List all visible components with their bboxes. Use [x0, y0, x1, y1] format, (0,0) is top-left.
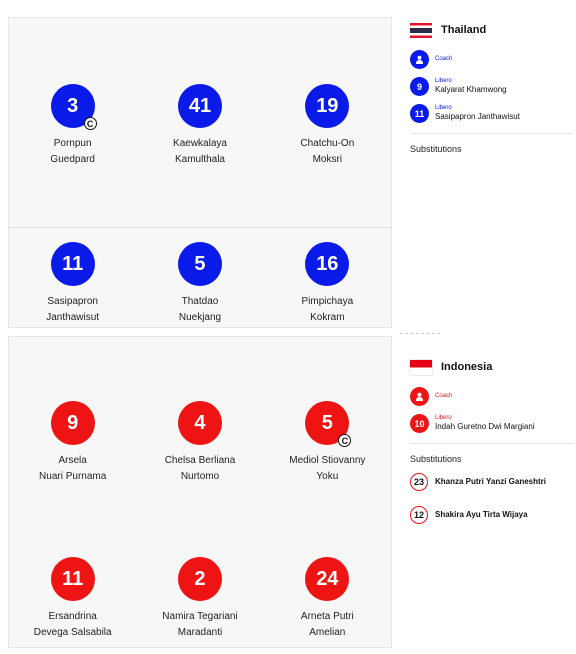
substitution-entry[interactable]	[410, 473, 574, 491]
court-row-back	[9, 557, 391, 641]
player-number-circle: 5 C	[305, 401, 349, 445]
player-card[interactable]	[264, 557, 391, 641]
person-icon	[410, 50, 429, 69]
player-card[interactable]	[136, 401, 263, 485]
player-card[interactable]	[9, 84, 136, 168]
panel-divider	[410, 133, 574, 134]
team-header	[410, 357, 574, 377]
player-card[interactable]	[264, 84, 391, 168]
player-name: Arneta Putri Amelian	[300, 611, 354, 638]
player-name: Namira Tegariani Maradanti	[162, 611, 238, 638]
libero-name: Kalyarat Khamwong	[435, 85, 507, 94]
libero-number: 11	[410, 104, 429, 123]
player-name: Mediol Stiovanny Yoku	[289, 455, 366, 482]
player-number-circle: 11	[51, 242, 95, 286]
sub-number: 23	[410, 473, 428, 491]
indonesia-flag-icon	[410, 360, 432, 375]
team-panel-indonesia	[410, 357, 574, 524]
libero-label: Libero	[435, 415, 452, 421]
player-card[interactable]	[264, 242, 391, 326]
player-number-circle: 41	[178, 84, 222, 128]
player-card[interactable]	[9, 557, 136, 641]
player-number-circle: 2	[178, 557, 222, 601]
player-number-circle: 9	[51, 401, 95, 445]
libero-entry[interactable]	[410, 77, 574, 96]
team-header	[410, 20, 574, 40]
player-card[interactable]	[264, 401, 391, 485]
coach-label: Coach	[435, 56, 453, 62]
thailand-flag-icon	[410, 23, 432, 38]
sub-name: Khanza Putri Yanzi Ganeshtri	[435, 477, 546, 486]
captain-badge: C	[338, 434, 351, 447]
player-number-circle: 11	[51, 557, 95, 601]
court-thailand	[8, 17, 392, 328]
libero-name: Sasipapron Janthawisut	[435, 112, 520, 121]
coach-entry[interactable]	[410, 387, 574, 406]
person-icon	[410, 387, 429, 406]
court-indonesia	[8, 336, 392, 648]
substitution-entry[interactable]	[410, 506, 574, 524]
libero-label: Libero	[435, 78, 452, 84]
libero-number: 10	[410, 414, 429, 433]
court-row-front	[9, 84, 391, 168]
player-number-circle: 5	[178, 242, 222, 286]
sub-name: Shakira Ayu Tirta Wijaya	[435, 510, 528, 519]
player-name: Pornpun Guedpard	[50, 138, 95, 165]
coach-label: Coach	[435, 393, 453, 399]
player-card[interactable]	[136, 557, 263, 641]
player-card[interactable]	[9, 401, 136, 485]
net-divider	[400, 333, 440, 335]
libero-entry[interactable]	[410, 104, 574, 123]
player-number-circle: 16	[305, 242, 349, 286]
player-name: Chelsa Berliana Nurtomo	[164, 455, 236, 482]
player-name: Kaewkalaya Kamulthala	[173, 138, 227, 165]
team-name: Thailand	[441, 24, 487, 36]
libero-label: Libero	[435, 105, 452, 111]
captain-badge: C	[84, 117, 97, 130]
player-card[interactable]	[9, 242, 136, 326]
court-row-front	[9, 401, 391, 485]
player-number-circle: 19	[305, 84, 349, 128]
team-panel-thailand	[410, 20, 574, 154]
sub-number: 12	[410, 506, 428, 524]
substitutions-title: Substitutions	[410, 144, 462, 154]
player-name: Ersandrina Devega Salsabila	[33, 611, 112, 638]
player-card[interactable]	[136, 242, 263, 326]
player-name: Thatdao Nuekjang	[178, 296, 222, 323]
player-number-circle: 3 C	[51, 84, 95, 128]
player-name: Chatchu-On Moksri	[300, 138, 355, 165]
player-card[interactable]	[136, 84, 263, 168]
court-row-divider	[9, 227, 391, 228]
libero-number: 9	[410, 77, 429, 96]
substitutions-title: Substitutions	[410, 454, 462, 464]
player-name: Pimpichaya Kokram	[301, 296, 354, 323]
coach-entry[interactable]	[410, 50, 574, 69]
court-row-back	[9, 242, 391, 326]
libero-name: Indah Guretno Dwi Margiani	[435, 422, 535, 431]
panel-divider	[410, 443, 574, 444]
player-number-circle: 24	[305, 557, 349, 601]
libero-entry[interactable]	[410, 414, 574, 433]
player-name: Sasipapron Janthawisut	[46, 296, 100, 323]
team-name: Indonesia	[441, 361, 493, 373]
player-name: Arsela Nuari Purnama	[39, 455, 107, 482]
player-number-circle: 4	[178, 401, 222, 445]
